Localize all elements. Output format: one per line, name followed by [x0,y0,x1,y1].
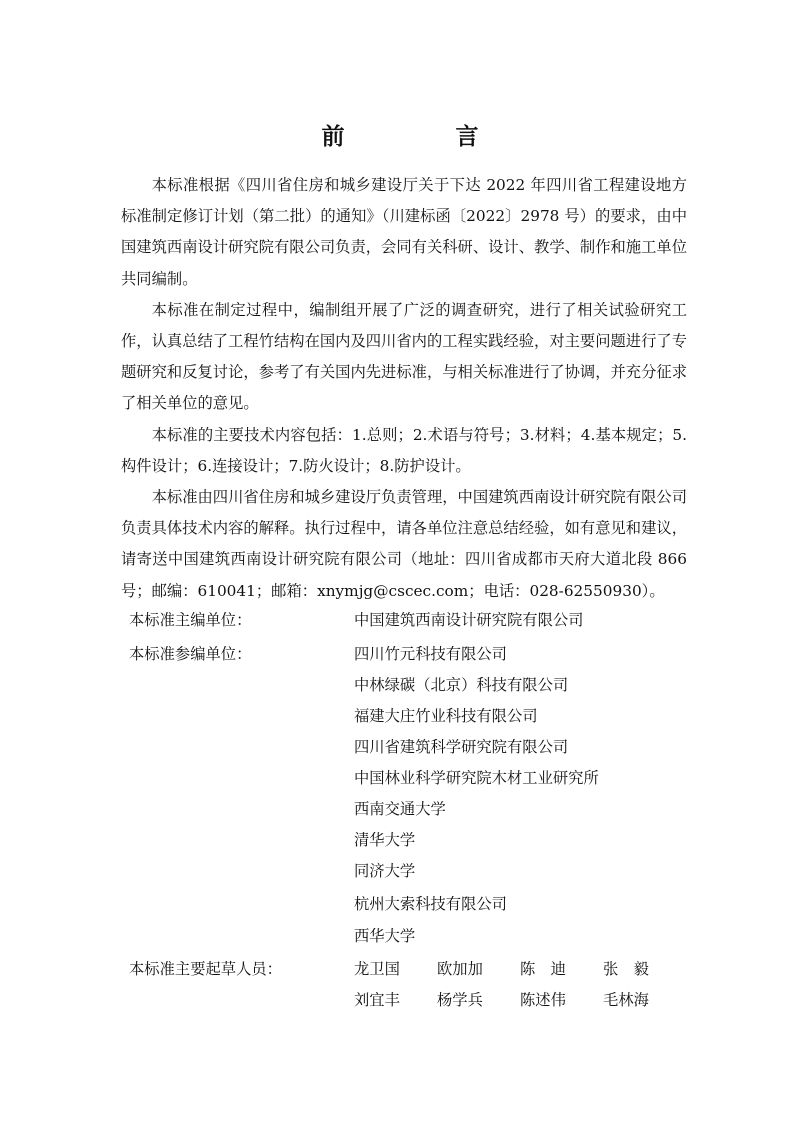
page-title: 前 言 [321,124,523,150]
participating-label: 本标准参编单位： [129,645,252,663]
participating-unit: 中国林业科学研究院木材工业研究所 [354,769,599,787]
participating-unit: 清华大学 [354,831,416,849]
paragraph-basis: 本标准根据《四川省住房和城乡建设厅关于下达 2022 年四川省工程建设地方标准制定修订计划（第二批）的通知》（川建标函〔2022〕2978 号）的要求，由中国建筑西南设计研究院有限公司负责，会同有关科研、设计、教学、制作和施工单位共同编制。 [121,176,687,288]
participating-unit: 中林绿碳（北京）科技有限公司 [354,676,569,694]
drafter-name: 刘宜丰 [354,991,400,1009]
drafter-name: 陈 迪 [520,960,566,978]
drafter-name: 毛林海 [603,991,649,1009]
drafter-name: 张 毅 [603,960,649,978]
drafter-name: 龙卫国 [354,960,400,978]
paragraph-management: 本标准由四川省住房和城乡建设厅负责管理，中国建筑西南设计研究院有限公司负责具体技术内容的解释。执行过程中，请各单位注意总结经验，如有意见和建议，请寄送中国建筑西南设计研究院有限公司（地址：四川省成都市天府大道北段 866 号；邮编：610041；邮箱：xnymjg@cscec.com；电话：028-62550930）。 [121,488,687,600]
participating-unit: 西南交通大学 [354,800,446,818]
chief-editor-label: 本标准主编单位： [129,611,252,629]
participating-unit: 四川省建筑科学研究院有限公司 [354,738,569,756]
drafters-label: 本标准主要起草人员： [129,960,282,978]
participating-unit: 同济大学 [354,862,416,880]
paragraph-process: 本标准在制定过程中，编制组开展了广泛的调查研究，进行了相关试验研究工作，认真总结了工程竹结构在国内及四川省内的工程实践经验，对主要问题进行了专题研究和反复讨论，参考了有关国内先进标准，与相关标准进行了协调，并充分征求了相关单位的意见。 [121,300,687,413]
drafter-name: 陈述伟 [520,991,566,1009]
participating-unit: 西华大学 [354,927,416,945]
participating-unit: 福建大庄竹业科技有限公司 [354,707,538,725]
drafter-name: 杨学兵 [437,991,483,1009]
participating-unit: 四川竹元科技有限公司 [354,645,507,663]
paragraph-content: 本标准的主要技术内容包括：1.总则；2.术语与符号；3.材料；4.基本规定；5.构件设计；6.连接设计；7.防火设计；8.防护设计。 [121,425,687,475]
preface-body [121,170,687,607]
drafter-name: 欧加加 [437,960,483,978]
chief-editor-unit: 中国建筑西南设计研究院有限公司 [354,611,584,629]
participating-unit: 杭州大索科技有限公司 [354,895,507,913]
